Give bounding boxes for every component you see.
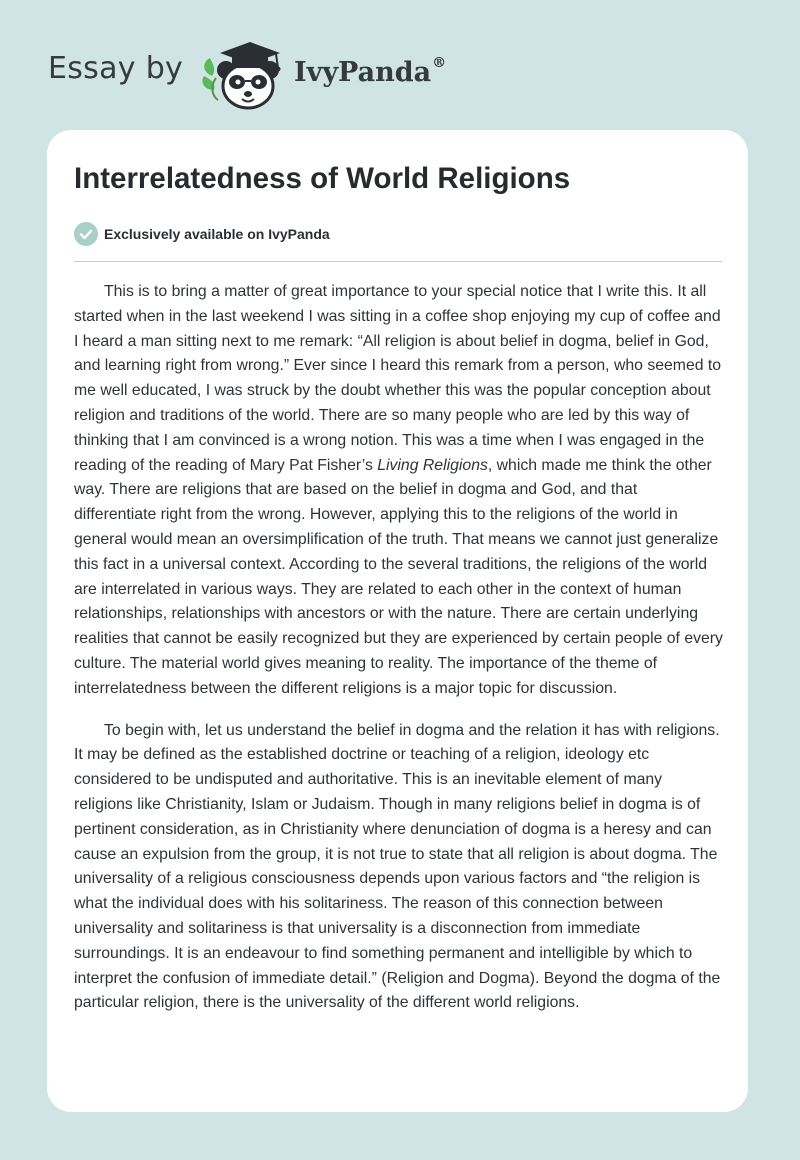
- site-header: [0, 0, 800, 120]
- essay-by-label: Essay by: [48, 51, 184, 86]
- page-title: Interrelatedness of World Religions: [74, 162, 571, 195]
- registered-mark: ®: [432, 55, 447, 71]
- book-title-living-religions: Living Religions: [377, 456, 488, 474]
- paragraph-2: To begin with, let us understand the belief in dogma and the relation it has with religions. It may be defined as the established doctrine or teaching of a religion, ideology etc considered to be undisputed and authoritative. This is an inevitable element of many religions like Christianity, Islam or Judaism. Though in many religions belief in dogma is of pertinent consideration, as in Christianity where denunciation of dogma is a heresy and can cause an expulsion from the group, it is not true to state that all religion is about dogma. The universality of a religious consciousness depends upon various factors and “the religion is what the individual does with his solitariness. The reason of this connection between universality and solitariness is that universality is a disconnection from immediate surroundings. It is an endeavour to find something permanent and intelligible by which to interpret the confusion of immediate detail.” (Religion and Dogma). Beyond the dogma of the particular religion, there is the universality of the different world religions.: [74, 721, 721, 1012]
- paragraph-1-text-b: , which made me think the other way. There are religions that are based on the belief in dogma and God, and that differentiate right from the wrong. However, applying this to the religions of the world in general would mean an oversimplification of the truth. That means we cannot just generalize this fact in a universal context. According to the several traditions, the religions of the world are interrelated in various ways. They are related to each other in the context of human relationships, relationships with ancestors or with the nature. There are certain underlying realities that cannot be easily recognized but they are experienced by certain people of every culture. The material world gives meaning to reality. The importance of the theme of interrelatedness between the different religions is a major topic for discussion.: [74, 456, 723, 697]
- divider: [74, 261, 722, 262]
- exclusive-notice: [74, 222, 330, 246]
- essay-card: [47, 130, 748, 1112]
- essay-body: [74, 280, 723, 1033]
- panda-graduate-icon[interactable]: [200, 36, 292, 112]
- exclusive-label: Exclusively available on IvyPanda: [104, 226, 330, 242]
- paragraph-1-text-a: This is to bring a matter of great importance to your special notice that I write this. It all started when in the last weekend I was sitting in a coffee shop enjoying my cup of coffee and I heard a man sitting next to me remark: “All religion is about belief in dogma, belief in God, and learning right from wrong.” Ever since I heard this remark from a person, who seemed to me well educated, I was struck by the doubt whether this was the popular conception about religion and traditions of the world. There are so many people who are led by this way of thinking that I am convinced is a wrong notion. This was a time when I was engaged in the reading of the reading of Mary Pat Fisher’s: [74, 283, 722, 474]
- brand-label: IvyPanda: [294, 57, 432, 88]
- brand-name[interactable]: [294, 55, 446, 88]
- check-circle-icon: [74, 222, 98, 246]
- paragraph-1: [74, 280, 723, 702]
